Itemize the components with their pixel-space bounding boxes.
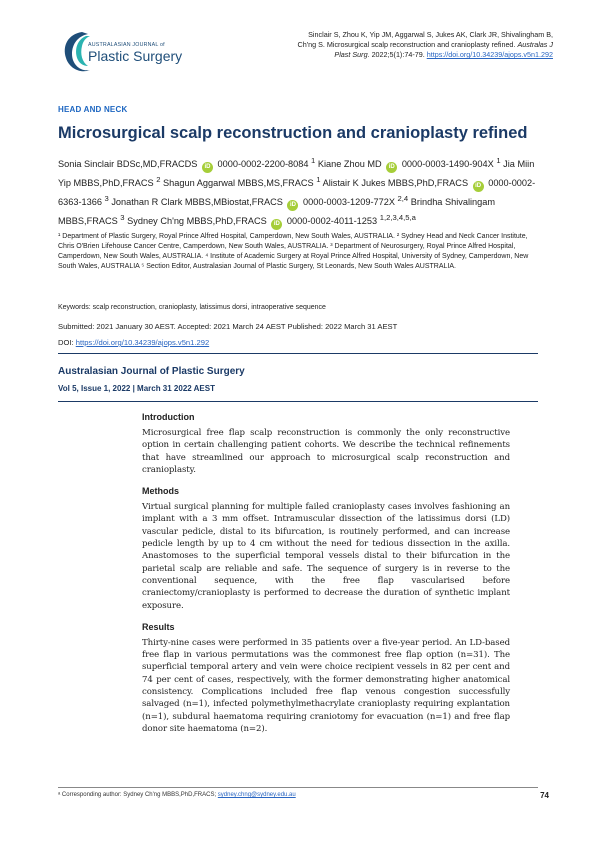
author-name: Alistair K Jukes MBBS,PhD,FRACS <box>322 178 469 189</box>
orcid-icon[interactable]: iD <box>202 162 213 173</box>
author-aff: 1 <box>311 156 316 165</box>
keywords: Keywords: scalp reconstruction, cranioplasty, latissimus dorsi, intraoperative sequence <box>58 304 326 311</box>
methods-heading: Methods <box>142 486 179 497</box>
citation-text: Sinclair S, Zhou K, Yip JM, Aggarwal S, Jukes AK, Clark JR, Shivalingham B, Ch'ng S. Microsurgical scalp reconstruction and cranioplasty refined. <box>297 30 553 49</box>
author-name: Jonathan R Clark MBBS,MBiostat,FRACS <box>111 197 283 208</box>
doi-line <box>58 338 209 347</box>
corresponding-label: ᵃ Corresponding author: Sydney Ch'ng MBBS,PhD,FRACS; <box>58 792 217 798</box>
citation-block <box>293 30 553 60</box>
logo-main-text: Plastic Surgery <box>88 48 183 64</box>
results-text: Thirty-nine cases were performed in 35 patients over a five-year period. An LD-based free flap in various permutations was the commonest free flap option (n=31). The superficial temporal artery and vein were choice recipient vessels in 82 per cent and 74 per cent of cases, respectively, with the former demonstrating higher anatomical consistency. Complications included free flap venous congestion successfully salvaged (n=1), infected polymethylmethacrylate cranioplasty requiring explantation (n=1), subdural haematoma requiring craniotomy for evacuation (n=1) and free flap donor site haematoma (n=2). <box>142 637 510 734</box>
author-aff: 2,4 <box>397 194 409 204</box>
logo-top-text: AUSTRALASIAN JOURNAL of <box>88 42 165 48</box>
author-orcid[interactable]: 0000-0002-4011-1253 <box>286 216 378 227</box>
corresponding-author <box>58 792 296 798</box>
doi-link[interactable]: https://doi.org/10.34239/ajops.v5n1.292 <box>75 338 210 347</box>
orcid-icon[interactable]: iD <box>287 200 298 211</box>
author-orcid[interactable]: 0000-0003-1209-772X <box>303 197 395 208</box>
divider <box>58 401 538 402</box>
orcid-icon[interactable]: iD <box>386 162 397 173</box>
citation-doi-link[interactable]: https://doi.org/10.34239/ajops.v5n1.292 <box>426 50 553 59</box>
footer-divider <box>58 787 538 788</box>
doi-label: DOI: <box>58 338 74 347</box>
section-tag: HEAD AND NECK <box>58 105 128 114</box>
author-aff: 3 <box>120 213 125 223</box>
intro-text: Microsurgical free flap scalp reconstruction is commonly the only reconstructive option in certain challenging patient cohorts. We describe the technical refinements that have streamlined our approach to microsurgical scalp reconstruction and cranioplasty. <box>142 428 510 475</box>
methods-text: Virtual surgical planning for multiple failed cranioplasty cases involves fashioning an implant with a 3 mm offset. Intramuscular dissection of the latissimus dorsi (LD) vascular pedicle, distal to its bifurcation, is routinely performed, and can increase pedicle length by up to 4 cm without the need for tedious dissection in the axilla. Anastomoses to the superficial temporal vessels distal to their bifurcation in the parietal scalp are reliable and safe. The sequence of surgery is in reverse to the conventional sequence, with the free flap vascularised before craniectomy/cranioplasty is performed to decrease the duration of synthetic implant exposure. <box>142 502 510 611</box>
results-heading: Results <box>142 621 175 632</box>
corresponding-email[interactable]: sydney.chng@sydney.edu.au <box>217 792 296 798</box>
author-name: Sydney Ch'ng MBBS,PhD,FRACS <box>127 216 267 227</box>
author-aff: 1 <box>496 156 501 165</box>
orcid-icon[interactable]: iD <box>271 219 282 230</box>
author-orcid[interactable]: 0000-0002-6363-1366 <box>58 178 536 208</box>
author-name: Sonia Sinclair BDSc,MD,FRACDS <box>58 159 198 170</box>
author-aff: 3 <box>104 194 109 204</box>
abstract <box>142 412 510 745</box>
author-orcid[interactable]: 0000-0002-2200-8084 <box>217 159 309 170</box>
author-name: Kiane Zhou MD <box>317 159 382 170</box>
issue-info: Vol 5, Issue 1, 2022 | March 31 2022 AEST <box>58 384 215 393</box>
author-name: Brindha Shivalingam MBBS,FRACS <box>58 197 496 227</box>
author-aff: 1 <box>316 175 321 185</box>
author-list <box>58 154 538 230</box>
journal-logo <box>60 28 183 76</box>
author-aff: 2 <box>156 175 161 185</box>
journal-name: Australasian Journal of Plastic Surgery <box>58 366 245 377</box>
orcid-icon[interactable]: iD <box>473 181 484 192</box>
citation-tail: 2022;5(1):74-79. <box>371 50 425 59</box>
affiliations: ¹ Department of Plastic Surgery, Royal Prince Alfred Hospital, Camperdown, New South Wales, AUSTRALIA. ² Sydney Head and Neck Cancer Institute, Chris O'Brien Lifehouse Cancer Centre, Camperdown, New South Wales, AUSTRALIA. ³ Department of Neurosurgery, Royal Prince Alfred Hospital, Camperdown, New South Wales, AUSTRALIA. ⁴ Institute of Academic Surgery at Royal Prince Alfred Hospital, University of Sydney, Camperdown, New South Wales, AUSTRALIA ⁵ Section Editor, Australasian Journal of Plastic Surgery, St Leonards, New South Wales AUSTRALIA. <box>58 233 529 270</box>
author-name: Jia Miin Yip MBBS,PhD,FRACS <box>58 159 535 189</box>
citation-journal: Australas J Plast Surg. <box>334 40 553 59</box>
author-aff: 1,2,3,4,5,a <box>379 213 416 223</box>
article-title: Microsurgical scalp reconstruction and cranioplasty refined <box>58 124 528 142</box>
page-number: 74 <box>540 791 549 800</box>
author-orcid[interactable]: 0000-0003-1490-904X <box>401 159 494 170</box>
intro-heading: Introduction <box>142 412 195 422</box>
submission-dates: Submitted: 2021 January 30 AEST. Accepted: 2021 March 24 AEST Published: 2022 March 31 AEST <box>58 322 398 331</box>
author-name: Shagun Aggarwal MBBS,MS,FRACS <box>163 178 314 189</box>
divider <box>58 353 538 354</box>
